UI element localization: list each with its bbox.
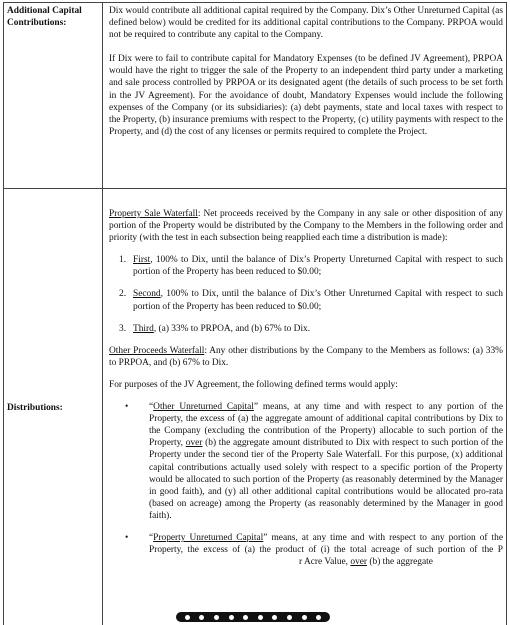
- paragraph: Dix would contribute all additional capital required by the Company. Dix’s Other Unreturned Capital (as defined below) would be credited for its additional capital contributions to the Company. PRPOA would not be required to contribute any capital to the Company.: [109, 6, 503, 41]
- bullet: •: [125, 402, 129, 413]
- paragraph: For purposes of the JV Agreement, the following defined terms would apply:: [109, 379, 398, 390]
- paragraph: Property Sale Waterfall: Net proceeds received by the Company in any sale or other disposition of any portion of the Property would be distributed by the Company to the Members in the following order and priority (with the test in each subsection being reapplied each time a distribution is made):: [109, 209, 503, 244]
- row-label: Additional Capital Contributions:: [7, 6, 82, 29]
- defined-term: Other Unreturned Capital: [153, 402, 254, 413]
- list-item: 2. Second, 100% to Dix, until the balance of Dix’s Other Unreturned Capital with respect to such portion of the Property has been reduced to $0.00;: [119, 289, 503, 312]
- tier-word: Third: [133, 323, 154, 334]
- table-row: [4, 3, 507, 189]
- list-item: 1. First, 100% to Dix, until the balance of Dix’s Property Unreturned Capital with respect to such portion of the Property has been reduced to $0.00;: [119, 255, 503, 278]
- list-item: 3. Third, (a) 33% to PRPOA, and (b) 67% to Dix.: [119, 323, 311, 334]
- list-item: • “Other Unreturned Capital” means, at any time and with respect to any portion of the Property, the excess of (a) the aggregate amount of additional capital contributions by Dix to the Company (excluding the contribution of the Property) allocable to such portion of the Property, over (b) the aggregate amount distributed to Dix with respect to such portion of the Property under the second tier of the Property Sale Waterfall. For this purpose, (x) additional capital contributions actually used solely with respect to a specific portion of the Property would be allocated to such portion of the Property (as reasonably determined by the Manager in good faith), and (y) all other additional capital contributions would be allocated pro-rata (based on acreage) among the Property (as reasonably determined by the Manager in good faith).: [125, 402, 503, 521]
- defined-term: Property Unreturned Capital: [153, 532, 264, 543]
- table-row: [4, 189, 507, 625]
- row-body-cell: [103, 3, 507, 189]
- row-label-cell: [4, 189, 103, 625]
- row-label-cell: [4, 3, 103, 189]
- tier-word: First: [133, 255, 151, 266]
- bullet: •: [125, 532, 129, 543]
- list-item: • “Property Unreturned Capital” means, at any time and with respect to any portion of the Property, the excess of (a) the product of (i) the total acreage of such portion of the Pr Acre Value, over (b) the aggregate: [125, 532, 503, 568]
- section-heading: Other Proceeds Waterfall: [109, 345, 205, 356]
- list-number: 3.: [119, 323, 127, 334]
- row-body-cell: [103, 189, 507, 625]
- term-sheet-table: [3, 2, 507, 625]
- list-number: 2.: [119, 289, 127, 300]
- row-label: Distributions:: [7, 403, 63, 414]
- paragraph: Other Proceeds Waterfall: Any other distributions by the Company to the Members as follows: (a) 33% to PRPOA, and (b) 67% to Dix.: [109, 345, 503, 368]
- redaction-bar: [176, 612, 330, 622]
- list-number: 1.: [119, 255, 127, 266]
- section-heading: Property Sale Waterfall: [109, 209, 198, 219]
- tier-word: Second: [133, 289, 161, 300]
- paragraph: If Dix were to fail to contribute capital for Mandatory Expenses (to be defined JV Agreement), PRPOA would have the right to trigger the sale of the Property to an independent third party under a marketing and sale process controlled by PRPOA or its designated agent (the details of such process to be set forth in the JV Agreement). For the avoidance of doubt, Mandatory Expenses would include the following expenses of the Company (or its subsidiaries): (a) debt payments, state and local taxes with respect to the Property, (b) insurance premiums with respect to the Property, (c) utility payments with respect to the Property, and (d) the cost of any licenses or permits required to complete the Project.: [109, 54, 503, 137]
